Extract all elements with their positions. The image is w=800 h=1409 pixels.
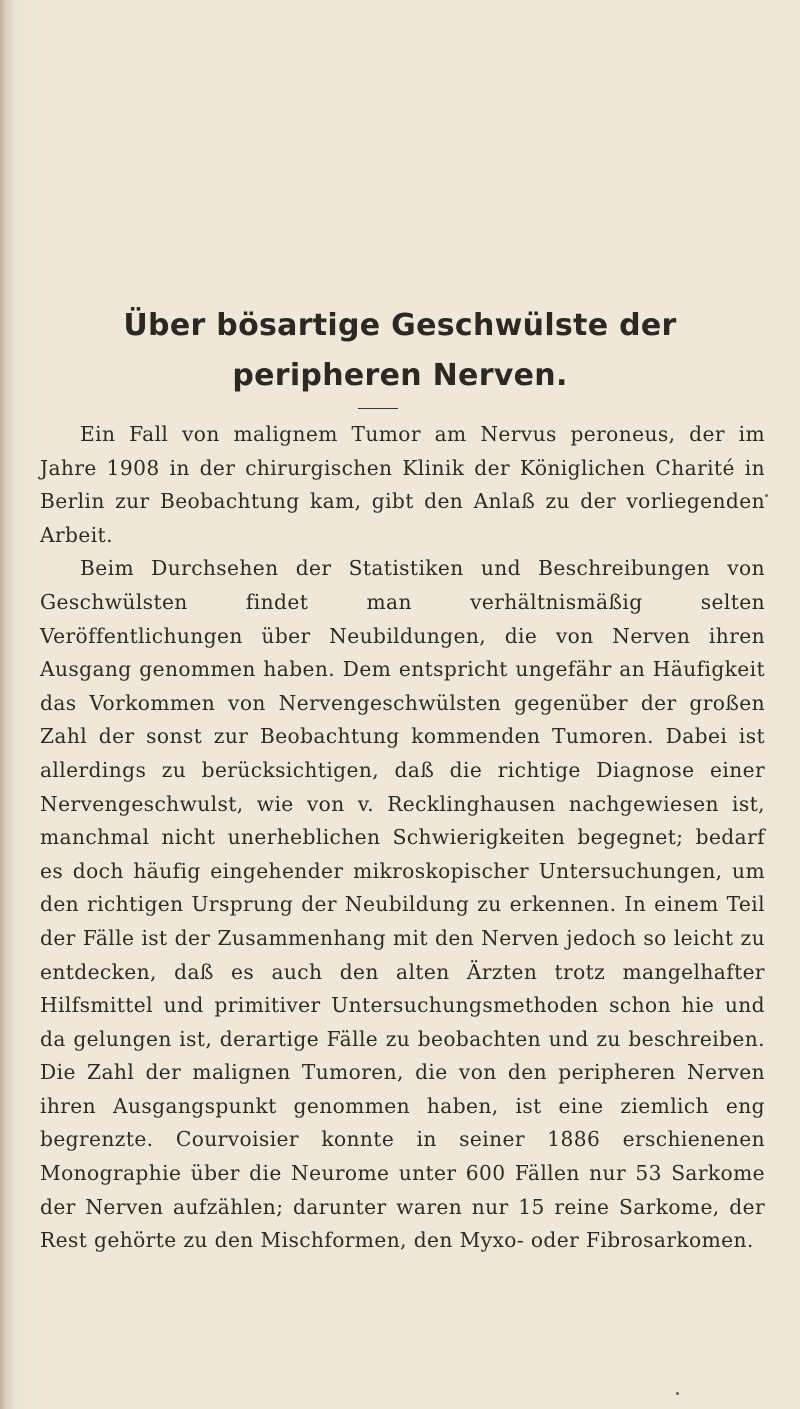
page-binding-edge: [0, 0, 16, 1409]
title-line-1: Über bösartige Geschwülste der: [123, 308, 677, 343]
title-line-2: peripheren Nerven.: [232, 358, 568, 393]
paragraph-2: Beim Durchsehen der Statistiken und Beschreibungen von Geschwülsten findet man verhältnismäßig selten Veröffentlichungen über Neubildungen, die von Nerven ihren Ausgang genommen haben. Dem entspricht ungefähr an Häufigkeit das Vorkommen von Nervengeschwülsten gegenüber der großen Zahl der sonst zur Beobachtung kommenden Tumoren. Dabei ist allerdings zu berücksichtigen, daß die richtige Diagnose einer Nervengeschwulst, wie von v. Recklinghausen nachgewiesen ist, manchmal nicht unerheblichen Schwierigkeiten begegnet; bedarf es doch häufig eingehender mikroskopischer Untersuchungen, um den richtigen Ursprung der Neubildung zu erkennen. In einem Teil der Fälle ist der Zusammenhang mit den Nerven jedoch so leicht zu entdecken, daß es auch den alten Ärzten trotz mangelhafter Hilfsmittel und primitiver Untersuchungsmethoden schon hie und da gelungen ist, derartige Fälle zu beobachten und zu beschreiben. Die Zahl der malignen Tumoren, die von den peripheren Nerven ihren Ausgangspunkt genommen haben, ist eine ziemlich eng begrenzte. Courvoisier konnte in seiner 1886 erschienenen Monographie über die Neurome unter 600 Fällen nur 53 Sarkome der Nerven aufzählen; darunter waren nur 15 reine Sarkome, der Rest gehörte zu den Mischformen, den Myxo- oder Fibrosarkomen.: [40, 556, 765, 1253]
paper-speck: [676, 1392, 679, 1395]
body-text: [40, 418, 765, 1258]
paragraph-1: Ein Fall von malignem Tumor am Nervus peroneus, der im Jahre 1908 in der chirurgischen Klinik der Königlichen Charité in Berlin zur Beobachtung kam, gibt den Anlaß zu der vorliegenden Arbeit.: [40, 422, 765, 547]
paper-speck: [765, 494, 768, 497]
title-divider: [358, 408, 398, 409]
